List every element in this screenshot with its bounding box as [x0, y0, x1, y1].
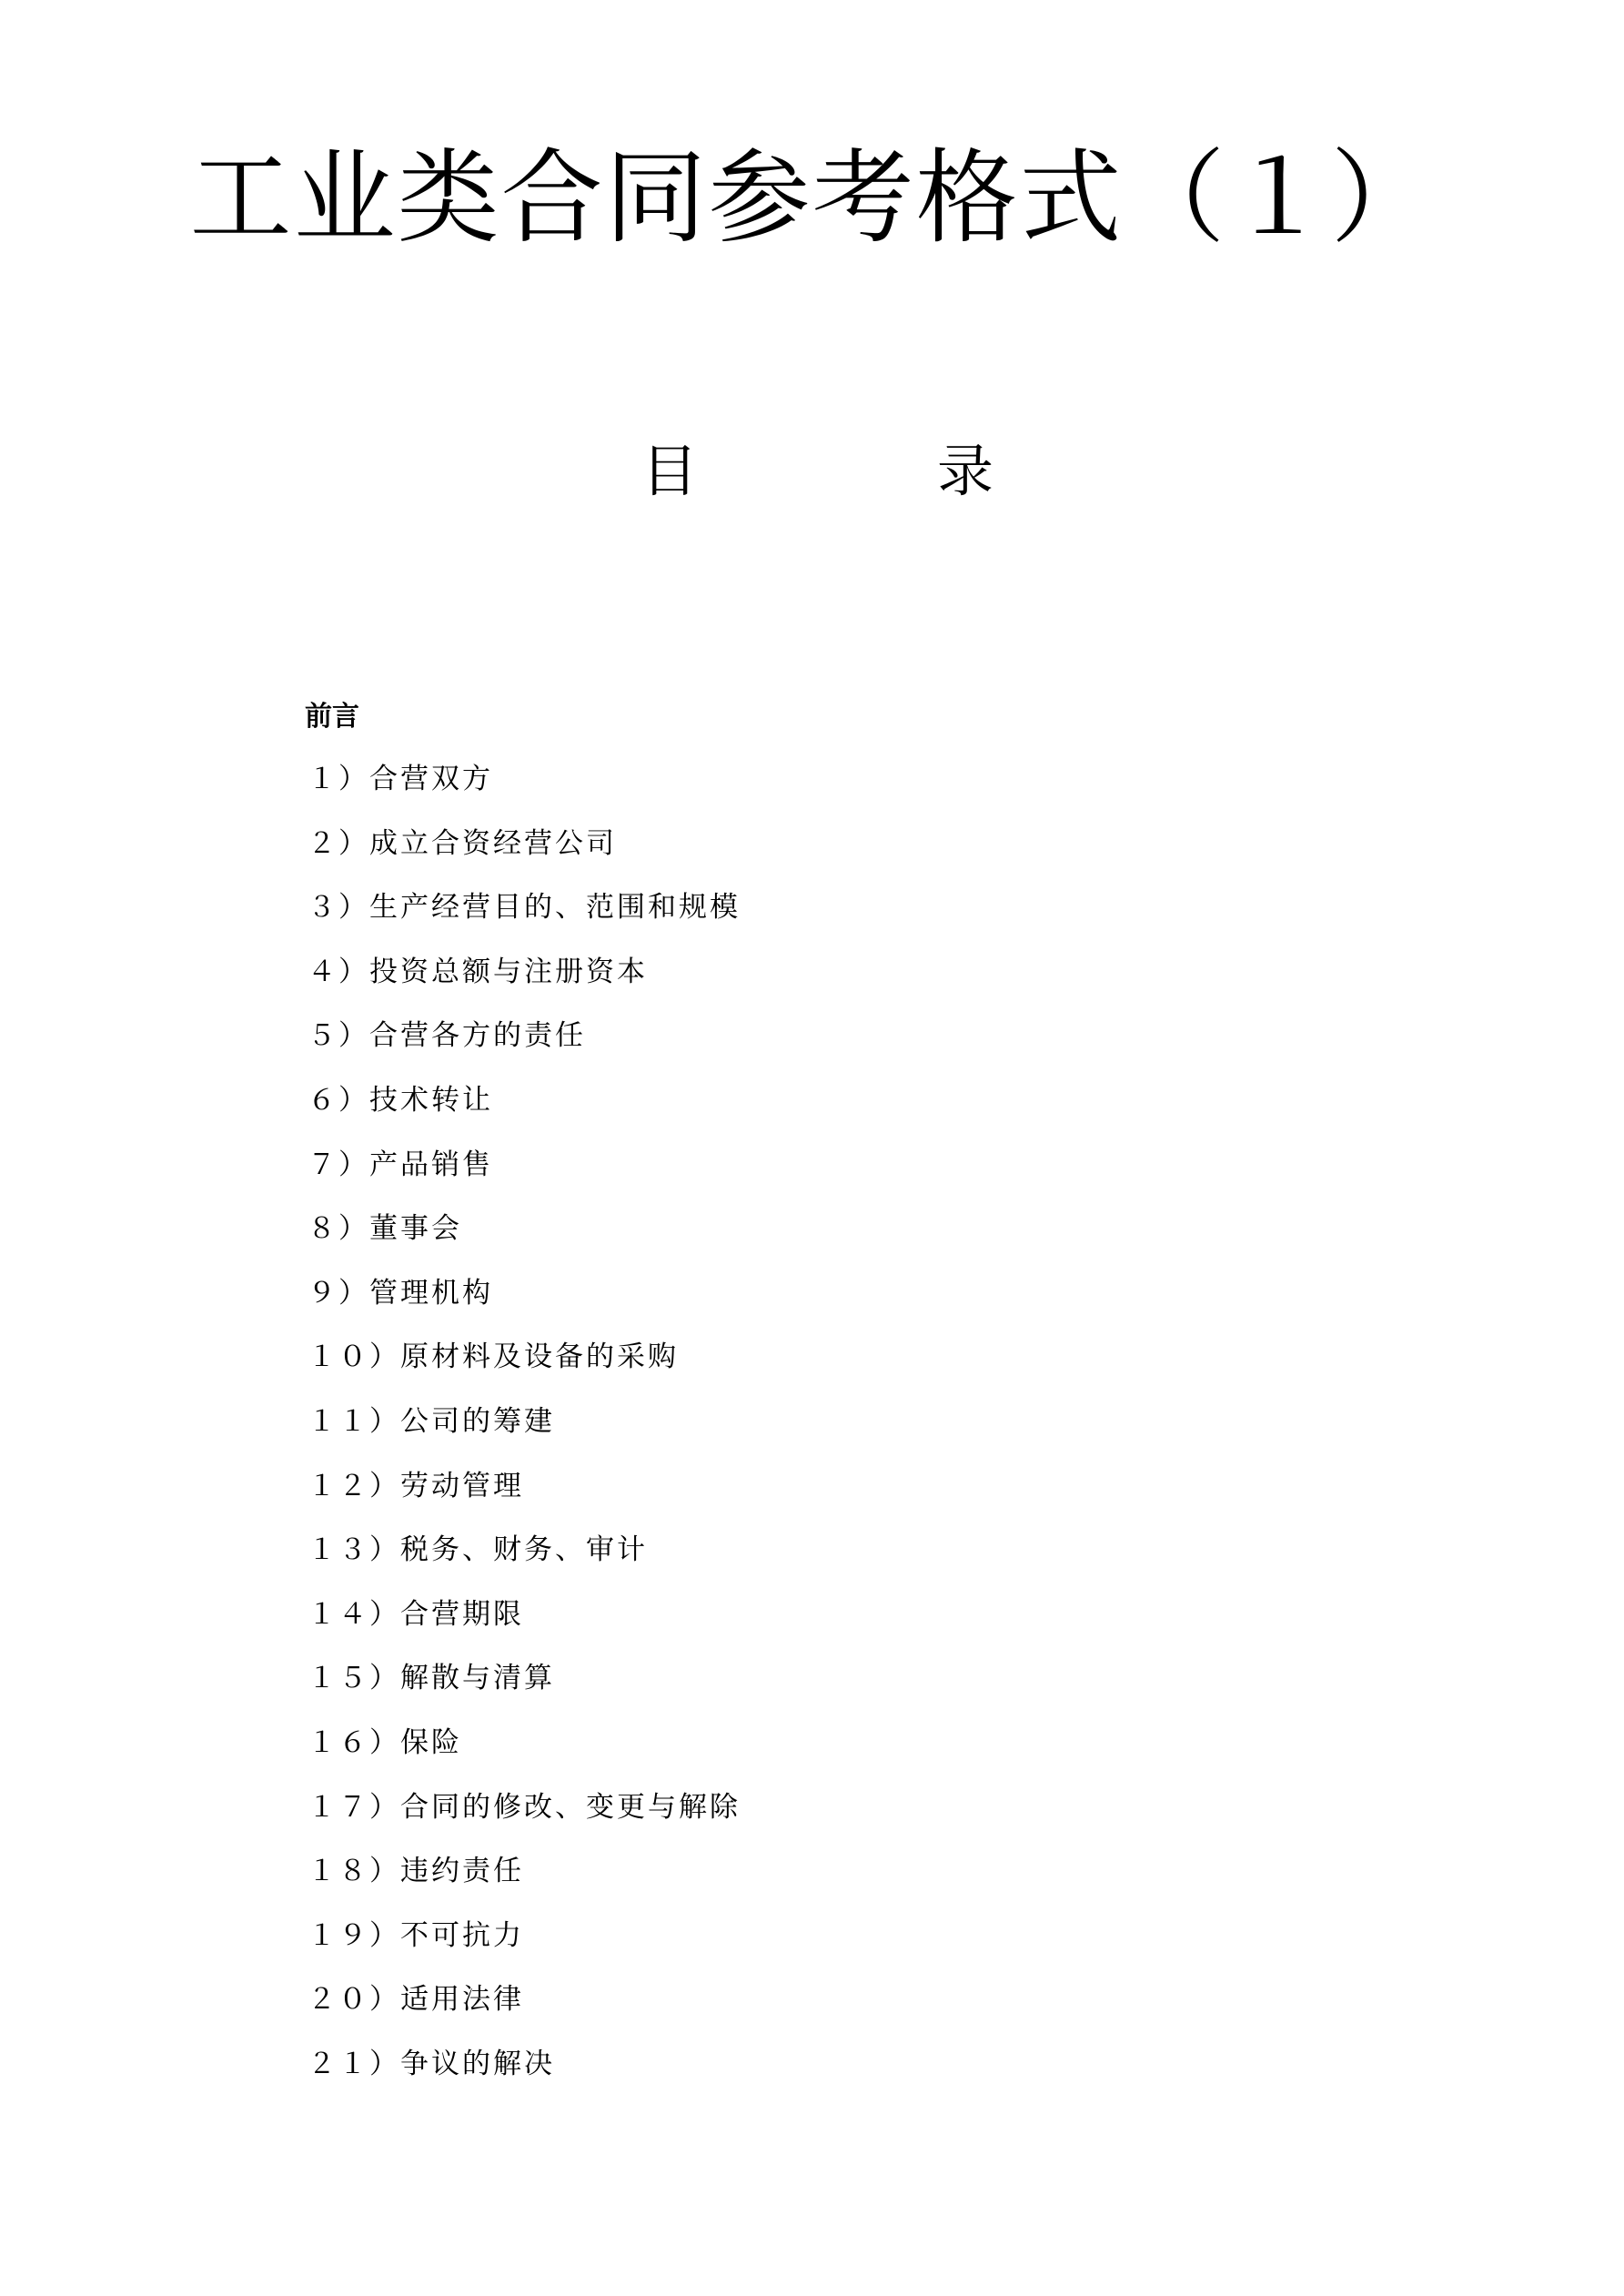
toc-item: １８）违约责任: [308, 1855, 524, 1888]
toc-item: １９）不可抗力: [308, 1918, 524, 1952]
toc-item: ３）生产经营目的、范围和规模: [308, 891, 741, 925]
toc-item: ９）管理机构: [308, 1276, 493, 1310]
toc-item: １６）保险: [308, 1725, 462, 1759]
document-title: 工业类合同参考格式（１）: [189, 139, 1435, 258]
toc-heading: [0, 435, 1624, 508]
toc-heading-char-2: 录: [937, 438, 994, 504]
toc-item: ４）投资总额与注册资本: [308, 955, 648, 988]
toc-item: ７）产品销售: [308, 1148, 493, 1181]
toc-item: １）合营双方: [308, 763, 493, 795]
toc-item: ６）技术转让: [308, 1083, 493, 1117]
toc-item: １５）解散与清算: [308, 1662, 555, 1695]
toc-item: １２）劳动管理: [308, 1469, 524, 1502]
toc-item: １４）合营期限: [308, 1597, 524, 1631]
toc-item: ２１）争议的解决: [308, 2047, 555, 2080]
toc-item: ２０）适用法律: [308, 1983, 524, 2017]
toc-item: ２）成立合资经营公司: [308, 826, 617, 860]
toc-preface: 前言: [305, 701, 359, 733]
toc-list: [308, 761, 741, 2109]
toc-item: １０）原材料及设备的采购: [308, 1340, 679, 1374]
toc-item: ８）董事会: [308, 1212, 462, 1246]
toc-heading-char-1: 目: [641, 438, 699, 504]
toc-item: １７）合同的修改、变更与解除: [308, 1790, 741, 1824]
toc-item: １１）公司的筹建: [308, 1404, 555, 1438]
toc-item: １３）税务、财务、审计: [308, 1533, 648, 1567]
toc-item: ５）合营各方的责任: [308, 1019, 586, 1053]
